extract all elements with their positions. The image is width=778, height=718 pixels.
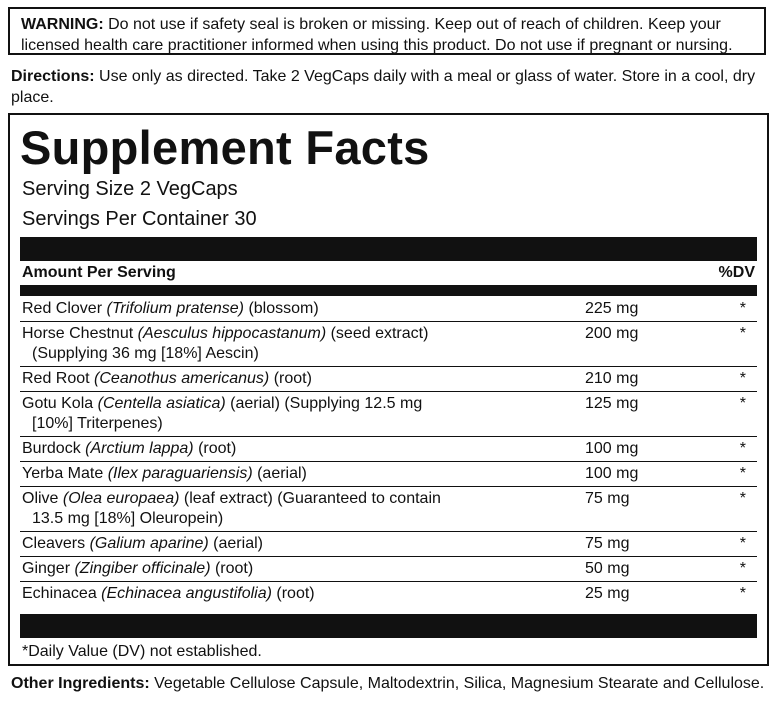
ingredient-dv: * [739,395,746,412]
ingredient-amount: 75 mg [585,535,630,552]
ingredient-amount: 100 mg [585,465,639,482]
ingredient-part: (aerial) [208,535,263,552]
ingredient-common-name: Gotu Kola [22,395,98,412]
ingredient-common-name: Cleavers [22,535,90,552]
ingredient-latin-name: (Arctium lappa) [85,440,194,457]
other-ingredients-text: Vegetable Cellulose Capsule, Maltodextrin, Silica, Magnesium Stearate and Cellulose. [149,675,765,692]
facts-title: Supplement Facts [20,121,430,174]
ingredient-dv: * [739,300,746,317]
ingredient-name [20,299,582,319]
ingredient-amount: 75 mg [585,490,630,507]
ingredient-name [20,559,582,579]
ingredient-amount: 25 mg [585,585,630,602]
ingredient-common-name: Burdock [22,440,86,457]
ingredient-dv: * [739,465,746,482]
ingredient-rows [20,297,757,606]
warning-text: Do not use if safety seal is broken or missing. Keep out of reach of children. Keep your licensed health care practitioner informed when using this product. Do not use if pregnant or nursing. [21,16,733,54]
ingredient-part: (root) [193,440,237,457]
ingredient-common-name: Red Root [22,370,95,387]
thick-divider [20,237,757,261]
warning-label: WARNING: [21,16,104,33]
other-ingredients [11,674,771,694]
directions-text: Use only as directed. Take 2 VegCaps daily with a meal or glass of water. Store in a cool, dry place. [11,68,756,106]
ingredient-dv: * [739,535,746,552]
ingredient-common-name: Horse Chestnut [22,325,138,342]
ingredient-common-name: Olive [22,490,63,507]
ingredient-common-name: Ginger [22,560,75,577]
ingredient-common-name: Echinacea [22,585,102,602]
ingredient-row [20,487,757,532]
ingredient-latin-name: (Zingiber officinale) [74,560,211,577]
ingredient-amount: 50 mg [585,560,630,577]
dv-header: %DV [718,264,755,281]
ingredient-row [20,462,757,487]
ingredient-row [20,582,757,606]
ingredient-dv: * [739,325,746,342]
ingredient-name [20,534,582,554]
ingredient-amount: 100 mg [585,440,639,457]
ingredient-name [20,369,582,389]
ingredient-dv: * [739,370,746,387]
ingredient-detail: (Supplying 36 mg [18%] Aescin) [32,345,259,362]
ingredient-latin-name: (Olea europaea) [62,490,180,507]
ingredient-name [20,394,582,434]
ingredient-part: (aerial) (Supplying 12.5 mg [225,395,423,412]
ingredient-name [20,489,582,529]
ingredient-latin-name: (Ilex paraguariensis) [107,465,253,482]
ingredient-detail: 13.5 mg [18%] Oleuropein) [32,510,224,527]
ingredient-name [20,439,582,459]
footnote: *Daily Value (DV) not established. [22,643,262,660]
ingredient-row [20,557,757,582]
ingredient-row [20,322,757,367]
ingredient-part: (root) [210,560,254,577]
ingredient-dv: * [739,440,746,457]
ingredient-amount: 125 mg [585,395,639,412]
amount-per-serving-header: Amount Per Serving [22,264,176,281]
servings-per-container: Servings Per Container 30 [22,208,257,230]
ingredient-latin-name: (Ceanothus americanus) [94,370,270,387]
other-ingredients-label: Other Ingredients: [11,675,150,692]
ingredient-part: (aerial) [252,465,307,482]
serving-size: Serving Size 2 VegCaps [22,178,238,200]
ingredient-row [20,367,757,392]
ingredient-latin-name: (Aesculus hippocastanum) [137,325,327,342]
directions-label: Directions: [11,68,95,85]
ingredient-row [20,392,757,437]
ingredient-detail: [10%] Triterpenes) [32,415,163,432]
supplement-facts-panel [8,113,769,666]
ingredient-dv: * [739,560,746,577]
ingredient-latin-name: (Echinacea angustifolia) [101,585,272,602]
ingredient-dv: * [739,490,746,507]
ingredient-row [20,532,757,557]
ingredient-name [20,464,582,484]
medium-divider [20,285,757,296]
ingredient-part: (root) [271,585,315,602]
ingredient-latin-name: (Trifolium pratense) [106,300,244,317]
warning-box [8,7,766,55]
ingredient-part: (leaf extract) (Guaranteed to contain [179,490,441,507]
ingredient-row [20,437,757,462]
ingredient-amount: 210 mg [585,370,639,387]
ingredient-amount: 225 mg [585,300,639,317]
directions [11,66,771,108]
thick-divider-bottom [20,614,757,638]
ingredient-amount: 200 mg [585,325,639,342]
ingredient-common-name: Red Clover [22,300,107,317]
facts-header-row [22,261,755,285]
ingredient-latin-name: (Centella asiatica) [97,395,226,412]
ingredient-part: (blossom) [244,300,319,317]
ingredient-name [20,324,582,364]
ingredient-part: (seed extract) [326,325,429,342]
ingredient-dv: * [739,585,746,602]
ingredient-row [20,297,757,322]
ingredient-common-name: Yerba Mate [22,465,108,482]
ingredient-name [20,584,582,604]
ingredient-latin-name: (Galium aparine) [89,535,209,552]
ingredient-part: (root) [269,370,312,387]
